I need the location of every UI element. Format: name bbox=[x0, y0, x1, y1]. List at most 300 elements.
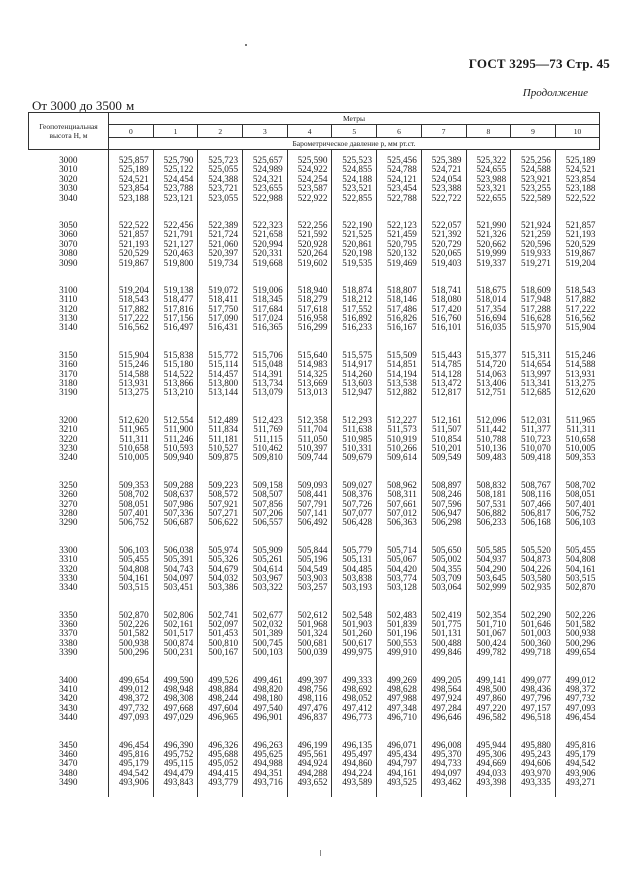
pressure-value: 505,779 bbox=[342, 544, 373, 555]
pressure-cell bbox=[109, 732, 154, 797]
pressure-value: 493,525 bbox=[386, 777, 417, 788]
height-value: 3080 bbox=[59, 248, 78, 259]
pressure-value: 507,856 bbox=[252, 498, 283, 509]
pressure-value: 513,669 bbox=[297, 378, 328, 389]
pressure-cell bbox=[555, 732, 599, 797]
pressure-value: 502,806 bbox=[163, 609, 194, 620]
pressure-value: 494,479 bbox=[163, 767, 194, 778]
pressure-value: 511,965 bbox=[119, 424, 149, 435]
pressure-cell bbox=[332, 667, 377, 732]
pressure-value: 507,012 bbox=[386, 507, 417, 518]
pressure-value: 512,554 bbox=[163, 414, 194, 425]
pressure-value: 496,582 bbox=[476, 712, 507, 723]
pressure-value: 509,679 bbox=[342, 452, 373, 463]
height-cell bbox=[29, 342, 109, 407]
height-value: 3040 bbox=[59, 192, 78, 203]
pressure-value: 495,497 bbox=[342, 748, 373, 759]
pressure-value: 506,233 bbox=[476, 517, 507, 528]
pressure-value: 504,161 bbox=[565, 563, 596, 574]
pressure-cell bbox=[153, 537, 198, 602]
column-number-7: 7 bbox=[421, 125, 466, 138]
pressure-cell bbox=[555, 212, 599, 277]
pressure-value: 525,590 bbox=[297, 155, 328, 165]
pressure-value: 507,986 bbox=[163, 498, 194, 509]
pressure-cell bbox=[332, 150, 377, 212]
pressure-value: 493,906 bbox=[118, 777, 149, 788]
pressure-cell bbox=[109, 212, 154, 277]
pressure-value: 513,013 bbox=[297, 387, 328, 398]
pressure-value: 506,752 bbox=[565, 507, 596, 518]
pressure-value: 516,694 bbox=[476, 313, 507, 324]
pressure-cell bbox=[198, 212, 243, 277]
pressure-value: 508,507 bbox=[252, 489, 283, 500]
pressure-value: 495,434 bbox=[386, 748, 417, 759]
pressure-value: 495,944 bbox=[476, 739, 507, 750]
pressure-value: 493,906 bbox=[565, 767, 596, 778]
pressure-value: 500,360 bbox=[521, 637, 551, 648]
pressure-value: 518,212 bbox=[342, 294, 373, 305]
pressure-cell bbox=[421, 277, 466, 342]
pressure-value: 513,210 bbox=[163, 387, 194, 398]
pressure-value: 525,723 bbox=[208, 155, 239, 165]
pressure-value: 522,522 bbox=[118, 219, 149, 230]
pressure-value: 506,492 bbox=[297, 517, 328, 528]
pressure-value: 517,684 bbox=[252, 303, 283, 314]
pressure-value: 501,582 bbox=[565, 619, 596, 630]
height-cell bbox=[29, 150, 109, 212]
pressure-cell bbox=[153, 342, 198, 407]
pressure-value: 496,454 bbox=[565, 712, 596, 723]
pressure-value: 508,441 bbox=[297, 489, 328, 500]
pressure-value: 508,962 bbox=[386, 479, 417, 490]
pressure-value: 501,646 bbox=[521, 619, 551, 630]
pressure-value: 521,525 bbox=[342, 229, 373, 240]
pressure-value: 521,193 bbox=[118, 238, 149, 249]
pressure-value: 498,308 bbox=[163, 693, 194, 704]
pressure-value: 517,618 bbox=[297, 303, 328, 314]
pressure-value: 513,406 bbox=[476, 378, 507, 389]
height-cell bbox=[29, 277, 109, 342]
pressure-value: 507,661 bbox=[386, 498, 417, 509]
pressure-value: 515,640 bbox=[297, 349, 328, 360]
pressure-value: 496,646 bbox=[431, 712, 462, 723]
height-value: 3450 bbox=[59, 739, 78, 750]
table-row-block bbox=[29, 277, 600, 342]
pressure-cell bbox=[198, 472, 243, 537]
pressure-cell bbox=[287, 472, 332, 537]
pressure-value: 518,014 bbox=[476, 294, 507, 305]
pressure-value: 510,201 bbox=[431, 442, 462, 453]
pressure-value: 520,729 bbox=[431, 238, 462, 249]
pressure-value: 496,071 bbox=[386, 739, 417, 750]
column-number-3: 3 bbox=[243, 125, 288, 138]
pressure-cell bbox=[511, 212, 556, 277]
height-value: 3110 bbox=[59, 294, 78, 305]
pressure-cell bbox=[243, 277, 288, 342]
pressure-value: 502,548 bbox=[342, 609, 373, 620]
pressure-value: 515,838 bbox=[163, 349, 194, 360]
pressure-value: 494,988 bbox=[252, 758, 283, 769]
pressure-value: 512,031 bbox=[521, 414, 551, 425]
pressure-value: 520,198 bbox=[342, 248, 373, 259]
pressure-value: 523,055 bbox=[208, 192, 239, 203]
table-row-block bbox=[29, 150, 600, 212]
pressure-value: 511,638 bbox=[342, 424, 373, 435]
pressure-value: 509,875 bbox=[208, 452, 239, 463]
pressure-value: 513,931 bbox=[118, 378, 149, 389]
table-row-block bbox=[29, 537, 600, 602]
height-value: 3430 bbox=[59, 702, 78, 713]
pressure-value: 510,462 bbox=[252, 442, 283, 453]
pressure-value: 504,549 bbox=[297, 563, 328, 574]
pressure-value: 496,518 bbox=[521, 712, 551, 723]
pressure-value: 503,580 bbox=[521, 572, 551, 583]
pressure-value: 518,609 bbox=[521, 284, 551, 295]
pressure-cell bbox=[153, 407, 198, 472]
pressure-value: 508,702 bbox=[118, 489, 149, 500]
pressure-value: 495,880 bbox=[521, 739, 551, 750]
pressure-value: 505,067 bbox=[386, 554, 417, 565]
pressure-value: 513,472 bbox=[431, 378, 462, 389]
height-cell bbox=[29, 667, 109, 732]
pressure-value: 493,398 bbox=[476, 777, 507, 788]
pressure-value: 514,917 bbox=[342, 359, 373, 370]
pressure-value: 518,279 bbox=[297, 294, 328, 305]
column-number-10: 10 bbox=[555, 125, 599, 138]
pressure-value: 505,974 bbox=[208, 544, 239, 555]
pressure-value: 524,721 bbox=[431, 164, 462, 175]
range-unit: м bbox=[125, 98, 135, 113]
pressure-value: 507,336 bbox=[163, 507, 194, 518]
height-value: 3060 bbox=[59, 229, 78, 240]
pressure-value: 519,867 bbox=[565, 248, 596, 259]
pressure-value: 519,072 bbox=[208, 284, 239, 295]
pressure-value: 502,226 bbox=[565, 609, 596, 620]
pressure-value: 496,837 bbox=[297, 712, 328, 723]
pressure-value: 517,156 bbox=[163, 313, 194, 324]
pressure-value: 494,033 bbox=[476, 767, 507, 778]
pressure-value: 507,077 bbox=[342, 507, 373, 518]
pressure-cell bbox=[243, 732, 288, 797]
pressure-value: 517,288 bbox=[521, 303, 551, 314]
pressure-value: 506,622 bbox=[208, 517, 239, 528]
pressure-value: 496,390 bbox=[163, 739, 194, 750]
pressure-value: 504,873 bbox=[521, 554, 551, 565]
pressure-value: 495,625 bbox=[252, 748, 283, 759]
pressure-value: 502,741 bbox=[208, 609, 239, 620]
pressure-cell bbox=[287, 667, 332, 732]
pressure-cell bbox=[109, 342, 154, 407]
height-value: 3370 bbox=[59, 628, 78, 639]
pressure-value: 498,884 bbox=[208, 684, 239, 695]
column-number-6: 6 bbox=[377, 125, 422, 138]
pressure-cell bbox=[332, 732, 377, 797]
pressure-value: 525,857 bbox=[118, 155, 149, 165]
pressure-cell bbox=[555, 537, 599, 602]
pressure-value: 520,795 bbox=[386, 238, 417, 249]
pressure-value: 522,788 bbox=[386, 192, 417, 203]
pressure-value: 511,507 bbox=[431, 424, 462, 435]
pressure-cell bbox=[466, 150, 511, 212]
pressure-value: 514,391 bbox=[252, 368, 283, 379]
pressure-value: 503,515 bbox=[118, 582, 149, 593]
pressure-cell bbox=[466, 212, 511, 277]
height-value: 3170 bbox=[59, 368, 78, 379]
pressure-value: 524,922 bbox=[297, 164, 328, 175]
pressure-value: 512,358 bbox=[297, 414, 328, 425]
pressure-value: 511,050 bbox=[297, 433, 328, 444]
pressure-cell bbox=[555, 472, 599, 537]
pressure-value: 505,196 bbox=[297, 554, 328, 565]
pressure-value: 510,658 bbox=[118, 442, 149, 453]
pressure-value: 512,751 bbox=[476, 387, 507, 398]
pressure-value: 502,483 bbox=[386, 609, 417, 620]
pressure-value: 509,288 bbox=[163, 479, 194, 490]
pressure-value: 525,456 bbox=[386, 155, 417, 165]
pressure-cell bbox=[377, 602, 422, 667]
pressure-cell bbox=[287, 277, 332, 342]
pressure-value: 511,442 bbox=[476, 424, 507, 435]
pressure-value: 511,311 bbox=[119, 433, 149, 444]
height-value: 3260 bbox=[59, 489, 78, 500]
pressure-value: 522,722 bbox=[431, 192, 462, 203]
pressure-value: 494,288 bbox=[297, 767, 328, 778]
height-value: 3420 bbox=[59, 693, 78, 704]
height-value: 3150 bbox=[59, 349, 78, 360]
height-value: 3210 bbox=[59, 424, 78, 435]
pressure-value: 519,403 bbox=[431, 257, 462, 268]
pressure-cell bbox=[332, 407, 377, 472]
height-value: 3340 bbox=[59, 582, 78, 593]
pressure-value: 508,897 bbox=[431, 479, 462, 490]
pressure-value: 514,063 bbox=[476, 368, 507, 379]
pressure-value: 495,179 bbox=[118, 758, 149, 769]
pressure-value: 510,397 bbox=[297, 442, 328, 453]
pressure-value: 503,645 bbox=[476, 572, 507, 583]
pressure-value: 517,816 bbox=[163, 303, 194, 314]
pressure-value: 523,454 bbox=[386, 183, 417, 194]
height-value: 3100 bbox=[59, 284, 78, 295]
pressure-value: 500,039 bbox=[297, 647, 328, 658]
pressure-value: 512,161 bbox=[431, 414, 462, 425]
pressure-value: 507,401 bbox=[565, 498, 596, 509]
pressure-value: 497,029 bbox=[163, 712, 194, 723]
pressure-value: 508,376 bbox=[342, 489, 373, 500]
pressure-value: 504,032 bbox=[208, 572, 239, 583]
pressure-value: 499,141 bbox=[476, 674, 507, 685]
column-number-9: 9 bbox=[511, 125, 556, 138]
pressure-value: 508,116 bbox=[521, 489, 551, 500]
pressure-value: 507,466 bbox=[521, 498, 551, 509]
pressure-value: 510,854 bbox=[431, 433, 462, 444]
pressure-table bbox=[28, 112, 600, 797]
pressure-value: 505,261 bbox=[252, 554, 283, 565]
pressure-value: 503,193 bbox=[342, 582, 373, 593]
pressure-value: 521,060 bbox=[208, 238, 239, 249]
pressure-value: 501,839 bbox=[386, 619, 417, 630]
pressure-value: 498,756 bbox=[297, 684, 328, 695]
pressure-value: 513,275 bbox=[565, 378, 596, 389]
height-value: 3140 bbox=[59, 322, 78, 333]
pressure-value: 515,377 bbox=[476, 349, 507, 360]
pressure-value: 524,588 bbox=[521, 164, 551, 175]
pressure-value: 520,529 bbox=[565, 238, 596, 249]
pressure-value: 498,372 bbox=[565, 684, 596, 695]
pressure-value: 511,704 bbox=[297, 424, 328, 435]
pressure-cell bbox=[153, 602, 198, 667]
pressure-value: 501,582 bbox=[118, 628, 149, 639]
pressure-value: 502,161 bbox=[163, 619, 194, 630]
pressure-value: 513,538 bbox=[386, 378, 417, 389]
pressure-value: 521,724 bbox=[208, 229, 239, 240]
pressure-value: 503,774 bbox=[386, 572, 417, 583]
pressure-cell bbox=[287, 342, 332, 407]
pressure-value: 494,924 bbox=[297, 758, 328, 769]
pressure-value: 513,997 bbox=[521, 368, 551, 379]
pressure-value: 498,372 bbox=[118, 693, 149, 704]
pressure-cell bbox=[466, 342, 511, 407]
pressure-value: 525,122 bbox=[163, 164, 194, 175]
pressure-value: 520,065 bbox=[431, 248, 462, 259]
pressure-value: 514,785 bbox=[431, 359, 462, 370]
pressure-value: 506,038 bbox=[163, 544, 194, 555]
pressure-value: 512,620 bbox=[565, 387, 596, 398]
pressure-value: 511,769 bbox=[253, 424, 283, 435]
pressure-cell bbox=[421, 407, 466, 472]
pressure-value: 512,685 bbox=[521, 387, 551, 398]
pressure-value: 495,179 bbox=[565, 748, 596, 759]
table-row-block bbox=[29, 732, 600, 797]
pressure-value: 494,669 bbox=[476, 758, 507, 769]
pressure-value: 504,808 bbox=[118, 563, 149, 574]
pressure-value: 500,488 bbox=[431, 637, 462, 648]
pressure-cell bbox=[287, 407, 332, 472]
pressure-value: 499,782 bbox=[476, 647, 507, 658]
pressure-value: 509,810 bbox=[252, 452, 283, 463]
pressure-value: 503,128 bbox=[386, 582, 417, 593]
pressure-value: 514,522 bbox=[163, 368, 194, 379]
pressure-value: 523,854 bbox=[565, 173, 596, 184]
pressure-value: 525,189 bbox=[118, 164, 149, 175]
pressure-value: 511,181 bbox=[208, 433, 239, 444]
pressure-value: 512,293 bbox=[342, 414, 373, 425]
pressure-value: 504,290 bbox=[476, 563, 507, 574]
pressure-value: 504,614 bbox=[252, 563, 283, 574]
pressure-value: 508,637 bbox=[163, 489, 194, 500]
pressure-cell bbox=[109, 407, 154, 472]
height-value: 3290 bbox=[59, 517, 78, 528]
pressure-value: 507,401 bbox=[118, 507, 149, 518]
pressure-value: 504,355 bbox=[431, 563, 462, 574]
pressure-cell bbox=[198, 407, 243, 472]
pressure-value: 499,333 bbox=[342, 674, 373, 685]
pressure-value: 501,389 bbox=[252, 628, 283, 639]
pressure-value: 494,860 bbox=[342, 758, 373, 769]
pressure-value: 524,121 bbox=[386, 173, 417, 184]
height-value: 3480 bbox=[59, 767, 78, 778]
pressure-cell bbox=[243, 472, 288, 537]
pressure-cell bbox=[198, 537, 243, 602]
pressure-cell bbox=[511, 277, 556, 342]
pressure-value: 494,097 bbox=[431, 767, 462, 778]
pressure-value: 505,714 bbox=[386, 544, 417, 555]
pressure-value: 506,817 bbox=[521, 507, 551, 518]
pressure-value: 507,271 bbox=[208, 507, 239, 518]
pressure-cell bbox=[421, 342, 466, 407]
pressure-value: 499,012 bbox=[565, 674, 596, 685]
pressure-value: 494,542 bbox=[118, 767, 149, 778]
pressure-value: 503,064 bbox=[431, 582, 462, 593]
pressure-value: 502,870 bbox=[565, 582, 596, 593]
pressure-value: 522,190 bbox=[342, 219, 373, 230]
pressure-cell bbox=[287, 537, 332, 602]
pressure-value: 500,424 bbox=[476, 637, 507, 648]
pressure-cell bbox=[466, 667, 511, 732]
pressure-value: 506,103 bbox=[565, 517, 596, 528]
pressure-value: 516,299 bbox=[297, 322, 328, 333]
pressure-cell bbox=[555, 407, 599, 472]
pressure-value: 524,254 bbox=[297, 173, 328, 184]
height-value: 3220 bbox=[59, 433, 78, 444]
pressure-value: 506,752 bbox=[118, 517, 149, 528]
pressure-value: 521,326 bbox=[476, 229, 507, 240]
pressure-cell bbox=[109, 472, 154, 537]
pressure-value: 513,341 bbox=[521, 378, 551, 389]
pressure-value: 497,220 bbox=[476, 702, 507, 713]
pressure-value: 504,097 bbox=[163, 572, 194, 583]
pressure-cell bbox=[153, 212, 198, 277]
pressure-cell bbox=[421, 602, 466, 667]
height-value: 3380 bbox=[59, 637, 78, 648]
pressure-value: 513,603 bbox=[342, 378, 373, 389]
pressure-value: 522,057 bbox=[431, 219, 462, 230]
pressure-value: 496,326 bbox=[208, 739, 239, 750]
pressure-value: 512,620 bbox=[118, 414, 149, 425]
pressure-value: 518,874 bbox=[342, 284, 373, 295]
pressure-value: 509,744 bbox=[297, 452, 328, 463]
pressure-value: 505,844 bbox=[297, 544, 328, 555]
pressure-value: 504,679 bbox=[208, 563, 239, 574]
height-value: 3440 bbox=[59, 712, 78, 723]
height-value: 3410 bbox=[59, 684, 78, 695]
pressure-value: 506,882 bbox=[476, 507, 507, 518]
pressure-value: 494,415 bbox=[208, 767, 239, 778]
pressure-value: 495,115 bbox=[163, 758, 194, 769]
table-row-block bbox=[29, 407, 600, 472]
pressure-cell bbox=[332, 277, 377, 342]
pressure-value: 500,938 bbox=[565, 628, 596, 639]
pressure-value: 516,035 bbox=[476, 322, 507, 333]
pressure-value: 521,658 bbox=[252, 229, 283, 240]
pressure-value: 522,256 bbox=[297, 219, 328, 230]
pressure-value: 506,428 bbox=[342, 517, 373, 528]
pressure-value: 509,549 bbox=[431, 452, 462, 463]
pressure-value: 520,397 bbox=[208, 248, 239, 259]
pressure-value: 509,353 bbox=[565, 452, 596, 463]
pressure-value: 505,326 bbox=[208, 554, 239, 565]
pressure-value: 524,054 bbox=[431, 173, 462, 184]
height-value: 3250 bbox=[59, 479, 78, 490]
meters-header: Метры bbox=[109, 113, 600, 125]
pressure-value: 519,800 bbox=[163, 257, 194, 268]
pressure-value: 497,157 bbox=[521, 702, 551, 713]
pressure-value: 513,144 bbox=[208, 387, 239, 398]
pressure-value: 499,590 bbox=[163, 674, 194, 685]
pressure-value: 516,233 bbox=[342, 322, 373, 333]
pressure-value: 500,553 bbox=[386, 637, 417, 648]
pressure-value: 512,882 bbox=[386, 387, 417, 398]
column-number-row bbox=[29, 125, 600, 138]
